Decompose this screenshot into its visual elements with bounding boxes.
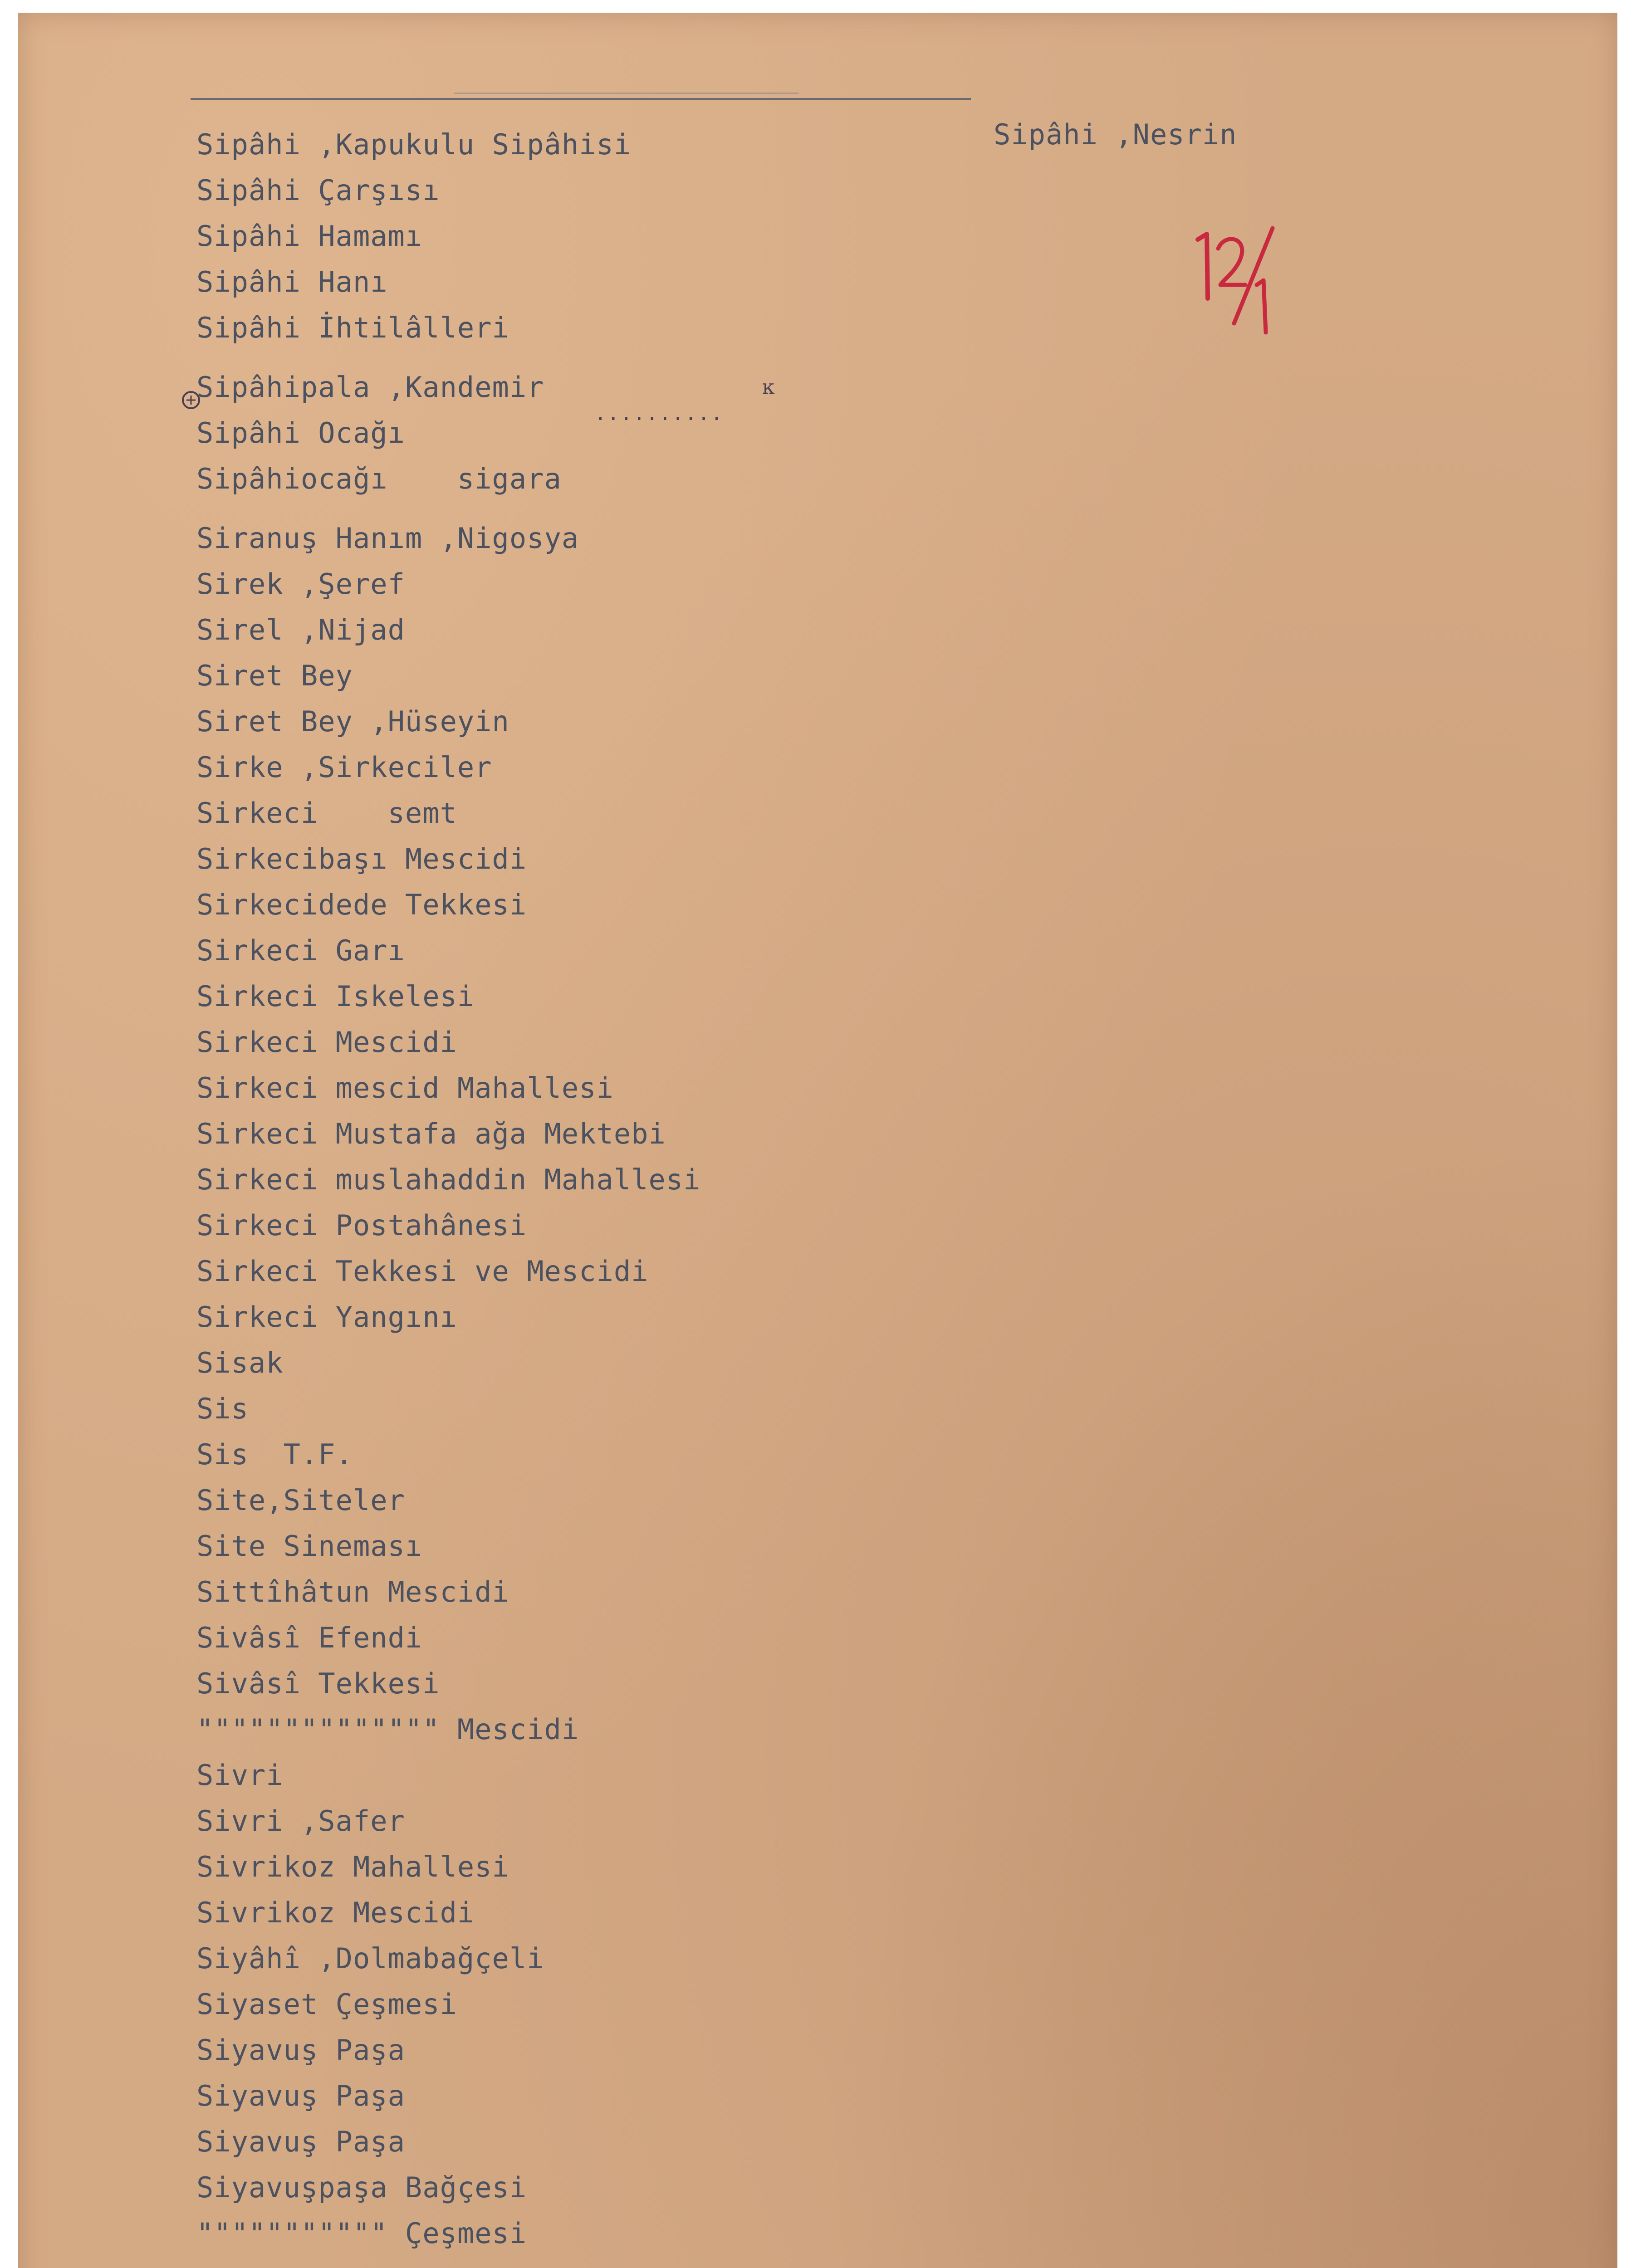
index-entry: Siranuş Hanım ,Nigosya: [196, 522, 579, 555]
folio-number-handwritten: [1180, 217, 1298, 335]
index-entry: Sivrikoz Mescidi: [196, 1896, 475, 1929]
header-right-entry: Sipâhi ,Nesrin: [994, 118, 1237, 151]
index-entry: Siyavuş Paşa: [196, 2125, 405, 2158]
index-entry: Site Sineması: [196, 1530, 423, 1563]
index-entry: Sisak: [196, 1346, 284, 1379]
index-entry: Siret Bey: [196, 659, 353, 692]
index-entry: Sivri: [196, 1759, 284, 1792]
index-entry: Sipâhi İhtilâlleri: [196, 311, 509, 344]
index-entry: Siyavuş Paşa: [196, 2079, 405, 2112]
index-entry: Sirkeci Mustafa ağa Mektebi: [196, 1117, 666, 1150]
index-entry: Sivâsî Tekkesi: [196, 1667, 440, 1700]
index-entry: Sirkeci mescid Mahallesi: [196, 1071, 614, 1105]
index-entry: """"""""""" Çeşmesi: [196, 2217, 527, 2250]
index-entry: Sirkeci Yangını: [196, 1300, 457, 1334]
top-rule: [191, 98, 971, 100]
index-entry: Site,Siteler: [196, 1484, 405, 1517]
document-page: [18, 13, 1617, 2268]
index-entry: Sipâhi Ocağı: [196, 416, 405, 450]
index-entry: Sipâhipala ,Kandemir: [196, 371, 544, 404]
index-entry: Sirkeci Garı: [196, 934, 405, 967]
index-entry: Sirkeci muslahaddin Mahallesi: [196, 1163, 701, 1196]
index-entry: Sipâhi ,Kapukulu Sipâhisi: [196, 128, 632, 161]
index-entry: Sivri ,Safer: [196, 1804, 405, 1838]
index-entry: Sirkeci Postahânesi: [196, 1209, 527, 1242]
index-entry: Sipâhi Hanı: [196, 265, 388, 298]
index-entry: Sis T.F.: [196, 1438, 353, 1471]
dotted-leader: ..........: [594, 402, 724, 425]
circled-plus-annotation-icon: [180, 389, 202, 411]
index-entry: Sirkeci Mescidi: [196, 1026, 457, 1059]
index-entry: Sipâhiocağı sigara: [196, 462, 562, 495]
index-entry: Sipâhi Hamamı: [196, 220, 423, 253]
index-entry: Sirkeci Iskelesi: [196, 980, 475, 1013]
index-entry: Sipâhi Çarşısı: [196, 174, 440, 207]
index-entry: Sirkeci Tekkesi ve Mescidi: [196, 1255, 649, 1288]
index-entry: Siyaset Çeşmesi: [196, 1988, 457, 2021]
index-entry: Sirel ,Nijad: [196, 613, 405, 646]
index-entry: Sivrikoz Mahallesi: [196, 1850, 509, 1883]
index-entry: Sirek ,Şeref: [196, 567, 405, 601]
index-entry: Siyavuşpaşa Bağçesi: [196, 2171, 527, 2204]
index-entry: Sirke ,Sirkeciler: [196, 751, 492, 784]
k-annotation-icon: ĸ: [762, 376, 774, 399]
index-entry: Sivâsî Efendi: [196, 1621, 423, 1654]
index-entry: Sirkecibaşı Mescidi: [196, 842, 527, 875]
index-entry: Sis: [196, 1392, 249, 1425]
index-entry: Sirkecidede Tekkesi: [196, 888, 527, 921]
index-entry: Sittîhâtun Mescidi: [196, 1575, 509, 1608]
index-entry: Siyâhî ,Dolmabağçeli: [196, 1942, 544, 1975]
index-entry: Siret Bey ,Hüseyin: [196, 705, 509, 738]
top-rule-faint: [454, 93, 798, 94]
index-entry: Sirkeci semt: [196, 797, 457, 830]
index-entry: """""""""""""" Mescidi: [196, 1713, 579, 1746]
index-entry: Siyavuş Paşa: [196, 2033, 405, 2067]
